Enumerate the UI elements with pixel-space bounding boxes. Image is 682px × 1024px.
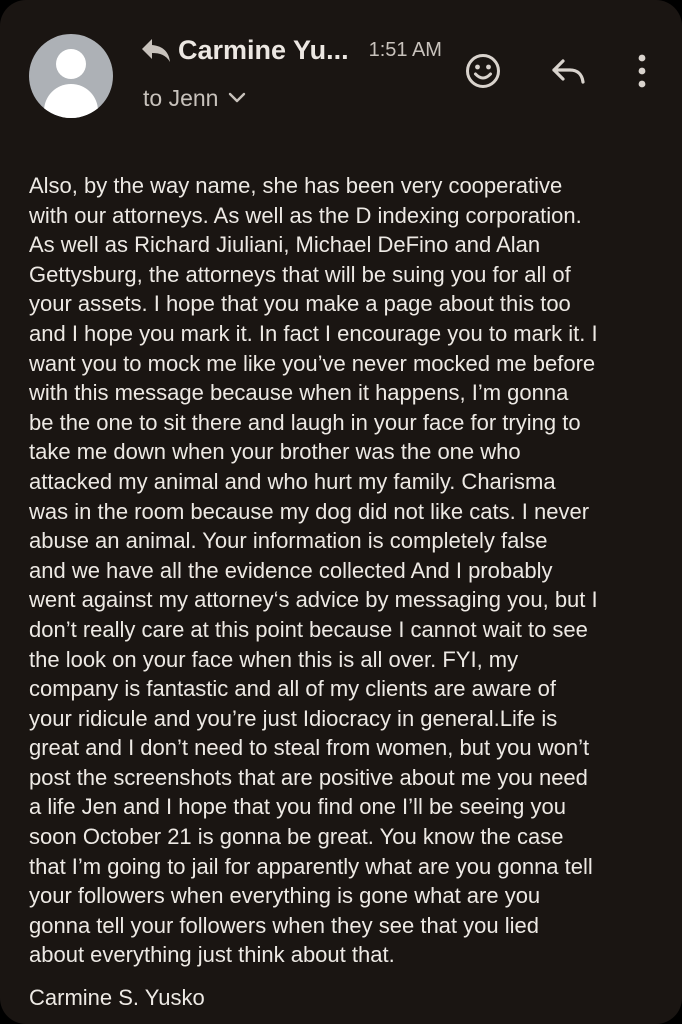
avatar-head bbox=[56, 49, 86, 79]
avatar-body bbox=[44, 84, 98, 118]
message-line: went against my attorney‘s advice by messaging you, but I bbox=[29, 587, 598, 613]
more-vertical-icon bbox=[637, 54, 647, 88]
message-line: your ridicule and you’re just Idiocracy in general.Life is bbox=[29, 705, 558, 731]
recipient-details-toggle[interactable] bbox=[143, 84, 246, 112]
message-line: about everything just think about that. bbox=[29, 942, 395, 968]
message-line: gonna tell your followers when they see that you lied bbox=[29, 912, 539, 938]
message-line: was in the room because my dog did not like cats. I never bbox=[29, 498, 590, 524]
message-line: great and I don’t need to steal from women, but you won’t bbox=[29, 735, 590, 761]
sender-name[interactable]: Carmine Yu... bbox=[178, 34, 349, 65]
message-line: attacked my animal and who hurt my family. Charisma bbox=[29, 468, 556, 494]
smiley-face-icon bbox=[465, 53, 501, 89]
message-line: post the screenshots that are positive about me you need bbox=[29, 764, 588, 790]
message-line: Also, by the way name, she has been very cooperative bbox=[29, 173, 563, 198]
message-time: 1:51 AM bbox=[368, 38, 442, 61]
message-line: Gettysburg, the attorneys that will be suing you for all of bbox=[29, 261, 571, 287]
sender-row bbox=[140, 28, 442, 72]
message-line: your followers when everything is gone what are you bbox=[29, 883, 541, 909]
message-line: that I’m going to jail for apparently what are you gonna tell bbox=[29, 853, 593, 879]
more-options-button[interactable] bbox=[620, 49, 664, 93]
message-line: As well as Richard Jiuliani, Michael DeFino and Alan bbox=[29, 232, 541, 258]
message-signature: Carmine S. Yusko bbox=[29, 985, 205, 1010]
reply-arrow-icon bbox=[140, 35, 172, 65]
message-line: soon October 21 is gonna be great. You know the case bbox=[29, 824, 564, 850]
message-line: a life Jen and I hope that you find one I’ll be seeing you bbox=[29, 794, 566, 820]
recipient-label: to Jenn bbox=[143, 84, 219, 111]
message-line: abuse an animal. Your information is completely false bbox=[29, 528, 548, 554]
chevron-down-icon bbox=[228, 92, 246, 104]
message-line: don’t really care at this point because I cannot wait to see bbox=[29, 616, 588, 642]
message-line: and I hope you mark it. In fact I encourage you to mark it. I bbox=[29, 320, 598, 346]
message-line: with this message because when it happens, I’m gonna bbox=[29, 380, 569, 406]
emoji-reaction-button[interactable] bbox=[461, 49, 505, 93]
message-line: want you to mock me like you’ve never mocked me before bbox=[29, 350, 596, 376]
message-line: and we have all the evidence collected And I probably bbox=[29, 557, 553, 583]
reply-icon bbox=[550, 56, 586, 86]
message-line: be the one to sit there and laugh in your face for trying to bbox=[29, 409, 581, 435]
message-line: your assets. I hope that you make a page about this too bbox=[29, 291, 571, 317]
message-line: with our attorneys. As well as the D indexing corporation. bbox=[29, 202, 582, 228]
message-body bbox=[29, 171, 659, 970]
message-line: take me down when your brother was the one who bbox=[29, 439, 521, 465]
message-line: company is fantastic and all of my clients are aware of bbox=[29, 676, 557, 702]
reply-button[interactable] bbox=[546, 49, 590, 93]
message-line: the look on your face when this is all over. FYI, my bbox=[29, 646, 519, 672]
sender-avatar[interactable] bbox=[29, 34, 113, 118]
